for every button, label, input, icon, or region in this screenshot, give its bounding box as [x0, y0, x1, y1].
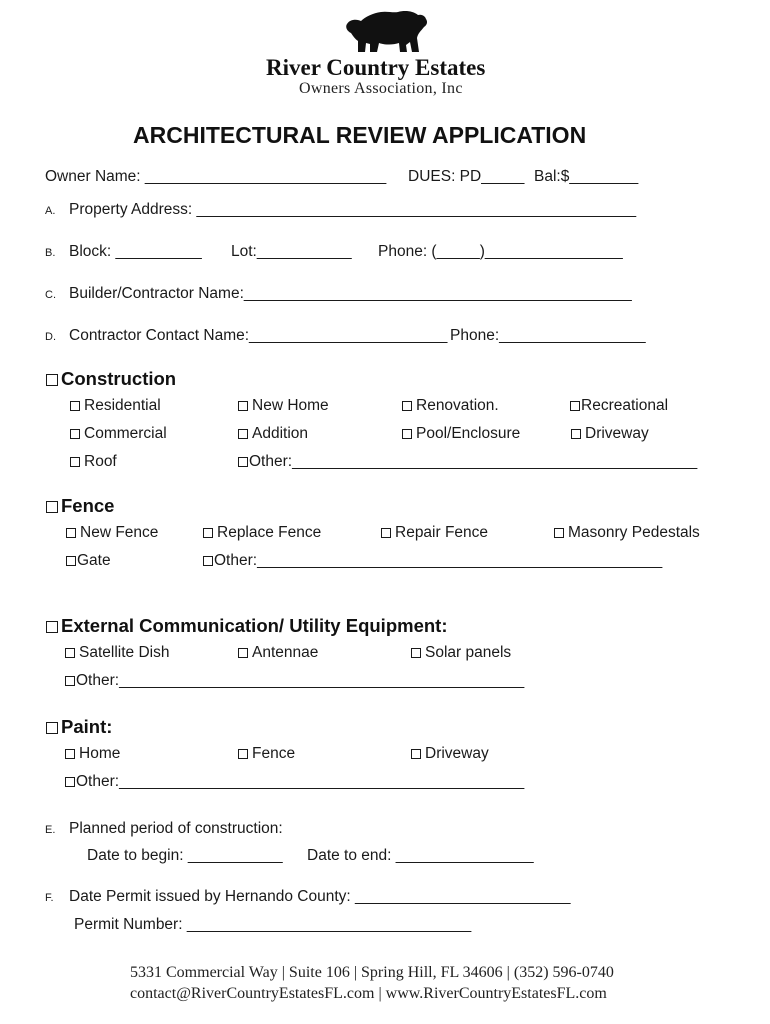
- lot-field[interactable]: Lot:___________: [231, 243, 352, 260]
- checkbox-fence-other[interactable]: Other:_______________________________________________: [203, 553, 662, 569]
- item-letter-d: D.: [45, 331, 56, 343]
- checkbox-new-home[interactable]: New Home: [238, 398, 329, 414]
- checkbox-icon[interactable]: [554, 528, 564, 538]
- block-field[interactable]: Block: __________: [69, 243, 202, 260]
- checkbox-icon[interactable]: [66, 528, 76, 538]
- checkbox-icon[interactable]: [238, 429, 248, 439]
- page-title: ARCHITECTURAL REVIEW APPLICATION: [133, 122, 587, 148]
- checkbox-residential[interactable]: Residential: [70, 398, 161, 414]
- checkbox-icon[interactable]: [238, 749, 248, 759]
- paint-heading[interactable]: Paint:: [46, 718, 112, 737]
- external-equipment-heading[interactable]: External Communication/ Utility Equipment:: [46, 617, 447, 636]
- checkbox-driveway[interactable]: Driveway: [571, 426, 649, 442]
- fence-heading[interactable]: Fence: [46, 497, 114, 516]
- footer-address: 5331 Commercial Way | Suite 106 | Spring Hill, FL 34606 | (352) 596-0740: [130, 964, 614, 981]
- checkbox-masonry-pedestals[interactable]: Masonry Pedestals: [554, 525, 700, 541]
- checkbox-icon[interactable]: [46, 374, 58, 386]
- checkbox-icon[interactable]: [65, 749, 75, 759]
- checkbox-icon[interactable]: [571, 429, 581, 439]
- checkbox-icon[interactable]: [381, 528, 391, 538]
- checkbox-icon[interactable]: [411, 749, 421, 759]
- checkbox-paint-other[interactable]: Other:_______________________________________________: [65, 774, 524, 790]
- checkbox-external-other[interactable]: Other:_______________________________________________: [65, 673, 524, 689]
- checkbox-icon[interactable]: [46, 722, 58, 734]
- checkbox-paint-driveway[interactable]: Driveway: [411, 746, 489, 762]
- checkbox-paint-fence[interactable]: Fence: [238, 746, 295, 762]
- property-address-field[interactable]: Property Address: ___________________________________________________: [69, 201, 637, 218]
- contractor-phone-field[interactable]: Phone:_________________: [450, 327, 646, 344]
- checkbox-repair-fence[interactable]: Repair Fence: [381, 525, 488, 541]
- checkbox-icon[interactable]: [402, 429, 412, 439]
- date-to-begin-field[interactable]: Date to begin: ___________: [87, 847, 283, 864]
- checkbox-roof[interactable]: Roof: [70, 454, 117, 470]
- dues-field[interactable]: DUES: PD_____: [408, 168, 525, 185]
- owner-name-field[interactable]: Owner Name: ____________________________: [45, 168, 387, 185]
- checkbox-commercial[interactable]: Commercial: [70, 426, 167, 442]
- checkbox-paint-home[interactable]: Home: [65, 746, 120, 762]
- checkbox-gate[interactable]: Gate: [66, 553, 111, 569]
- checkbox-icon[interactable]: [203, 556, 213, 566]
- checkbox-icon[interactable]: [70, 457, 80, 467]
- planned-period-label: Planned period of construction:: [69, 820, 283, 837]
- checkbox-icon[interactable]: [238, 648, 248, 658]
- checkbox-icon[interactable]: [65, 648, 75, 658]
- checkbox-icon[interactable]: [238, 457, 248, 467]
- checkbox-icon[interactable]: [70, 429, 80, 439]
- item-letter-e: E.: [45, 824, 56, 836]
- org-name: River Country Estates: [266, 55, 486, 80]
- footer-contact: contact@RiverCountryEstatesFL.com | www.RiverCountryEstatesFL.com: [130, 985, 607, 1002]
- permit-date-field[interactable]: Date Permit issued by Hernando County: _________________________: [69, 888, 571, 905]
- checkbox-icon[interactable]: [66, 556, 76, 566]
- checkbox-icon[interactable]: [203, 528, 213, 538]
- builder-contractor-field[interactable]: Builder/Contractor Name:_____________________________________________: [69, 285, 632, 302]
- contractor-contact-field[interactable]: Contractor Contact Name:_______________________: [69, 327, 448, 344]
- checkbox-antennae[interactable]: Antennae: [238, 645, 318, 661]
- checkbox-icon[interactable]: [46, 621, 58, 633]
- checkbox-icon[interactable]: [402, 401, 412, 411]
- construction-heading[interactable]: Construction: [46, 370, 176, 389]
- checkbox-icon[interactable]: [46, 501, 58, 513]
- bear-icon: [343, 9, 429, 55]
- checkbox-icon[interactable]: [65, 777, 75, 787]
- checkbox-icon[interactable]: [238, 401, 248, 411]
- balance-field[interactable]: Bal:$________: [534, 168, 639, 185]
- checkbox-icon[interactable]: [570, 401, 580, 411]
- checkbox-recreational[interactable]: Recreational: [570, 398, 668, 414]
- item-letter-c: C.: [45, 289, 56, 301]
- checkbox-icon[interactable]: [65, 676, 75, 686]
- item-letter-f: F.: [45, 892, 54, 904]
- checkbox-pool-enclosure[interactable]: Pool/Enclosure: [402, 426, 520, 442]
- checkbox-construction-other[interactable]: Other:_______________________________________________: [238, 454, 697, 470]
- org-subtitle: Owners Association, Inc: [299, 80, 463, 97]
- checkbox-icon[interactable]: [70, 401, 80, 411]
- checkbox-icon[interactable]: [411, 648, 421, 658]
- permit-number-field[interactable]: Permit Number: _________________________________: [74, 916, 472, 933]
- date-to-end-field[interactable]: Date to end: ________________: [307, 847, 534, 864]
- checkbox-replace-fence[interactable]: Replace Fence: [203, 525, 321, 541]
- item-letter-a: A.: [45, 205, 56, 217]
- checkbox-renovation[interactable]: Renovation.: [402, 398, 499, 414]
- item-letter-b: B.: [45, 247, 56, 259]
- checkbox-satellite-dish[interactable]: Satellite Dish: [65, 645, 169, 661]
- checkbox-new-fence[interactable]: New Fence: [66, 525, 158, 541]
- checkbox-solar-panels[interactable]: Solar panels: [411, 645, 511, 661]
- phone-field[interactable]: Phone: (_____)________________: [378, 243, 623, 260]
- checkbox-addition[interactable]: Addition: [238, 426, 308, 442]
